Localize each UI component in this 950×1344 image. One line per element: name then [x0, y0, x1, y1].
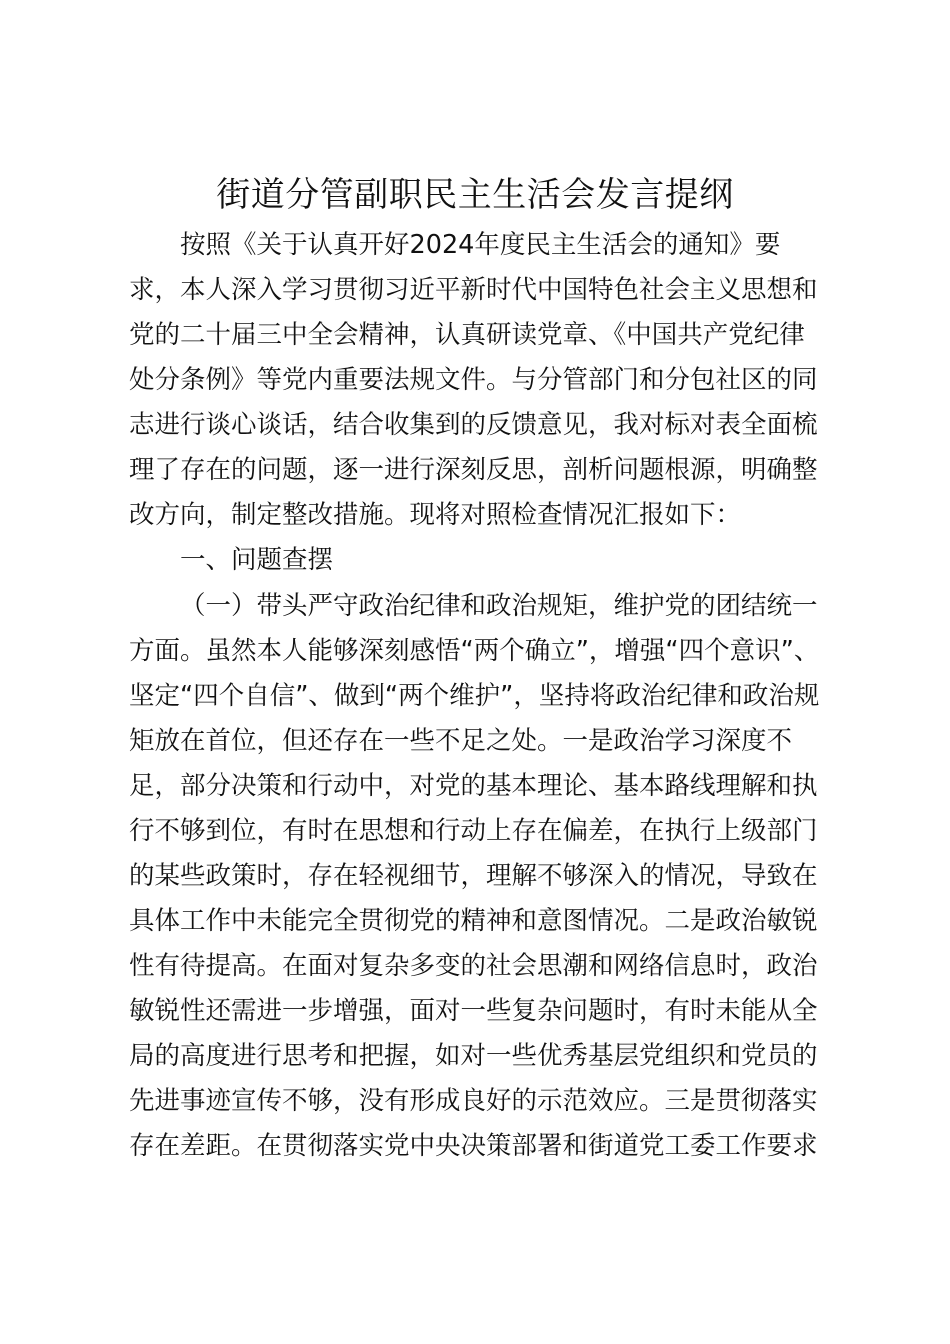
paragraph-line: 足，部分决策和行动中，对党的基本理论、基本路线理解和执 — [129, 771, 818, 801]
paragraph-line: 改方向，制定整改措施。现将对照检查情况汇报如下： — [129, 500, 742, 530]
section-heading: 一、问题查摆 — [180, 545, 334, 575]
paragraph-line: 方面。虽然本人能够深刻感悟“两个确立”，增强“四个意识”、 — [129, 636, 820, 666]
paragraph-line: 矩放在首位，但还存在一些不足之处。一是政治学习深度不 — [129, 726, 793, 756]
paragraph-line: 志进行谈心谈话，结合收集到的反馈意见，我对标对表全面梳 — [129, 410, 818, 440]
document-title: 街道分管副职民主生活会发言提纲 — [216, 175, 734, 215]
paragraph-line: 存在差距。在贯彻落实党中央决策部署和街道党工委工作要求 — [129, 1131, 818, 1161]
paragraph-line: 敏锐性还需进一步增强，面对一些复杂问题时，有时未能从全 — [129, 996, 818, 1026]
paragraph-line: 局的高度进行思考和把握，如对一些优秀基层党组织和党员的 — [129, 1041, 818, 1071]
paragraph-line: 的某些政策时，存在轻视细节，理解不够深入的情况，导致在 — [129, 861, 818, 891]
paragraph-line: 党的二十届三中全会精神，认真研读党章、《中国共产党纪律 — [129, 320, 805, 350]
paragraph-line: 坚定“四个自信”、做到“两个维护”，坚持将政治纪律和政治规 — [129, 681, 820, 711]
paragraph-line: （一）带头严守政治纪律和政治规矩，维护党的团结统一 — [180, 591, 818, 621]
paragraph-line: 具体工作中未能完全贯彻党的精神和意图情况。二是政治敏锐 — [129, 906, 818, 936]
paragraph-line: 理了存在的问题，逐一进行深刻反思，剖析问题根源，明确整 — [129, 455, 818, 485]
paragraph-line: 先进事迹宣传不够，没有形成良好的示范效应。三是贯彻落实 — [129, 1086, 818, 1116]
paragraph-line: 按照《关于认真开好2024年度民主生活会的通知》要 — [180, 230, 781, 260]
paragraph-line: 处分条例》等党内重要法规文件。与分管部门和分包社区的同 — [129, 365, 818, 395]
paragraph-line: 求，本人深入学习贯彻习近平新时代中国特色社会主义思想和 — [129, 275, 818, 305]
paragraph-line: 性有待提高。在面对复杂多变的社会思潮和网络信息时，政治 — [129, 951, 818, 981]
paragraph-line: 行不够到位，有时在思想和行动上存在偏差，在执行上级部门 — [129, 816, 818, 846]
